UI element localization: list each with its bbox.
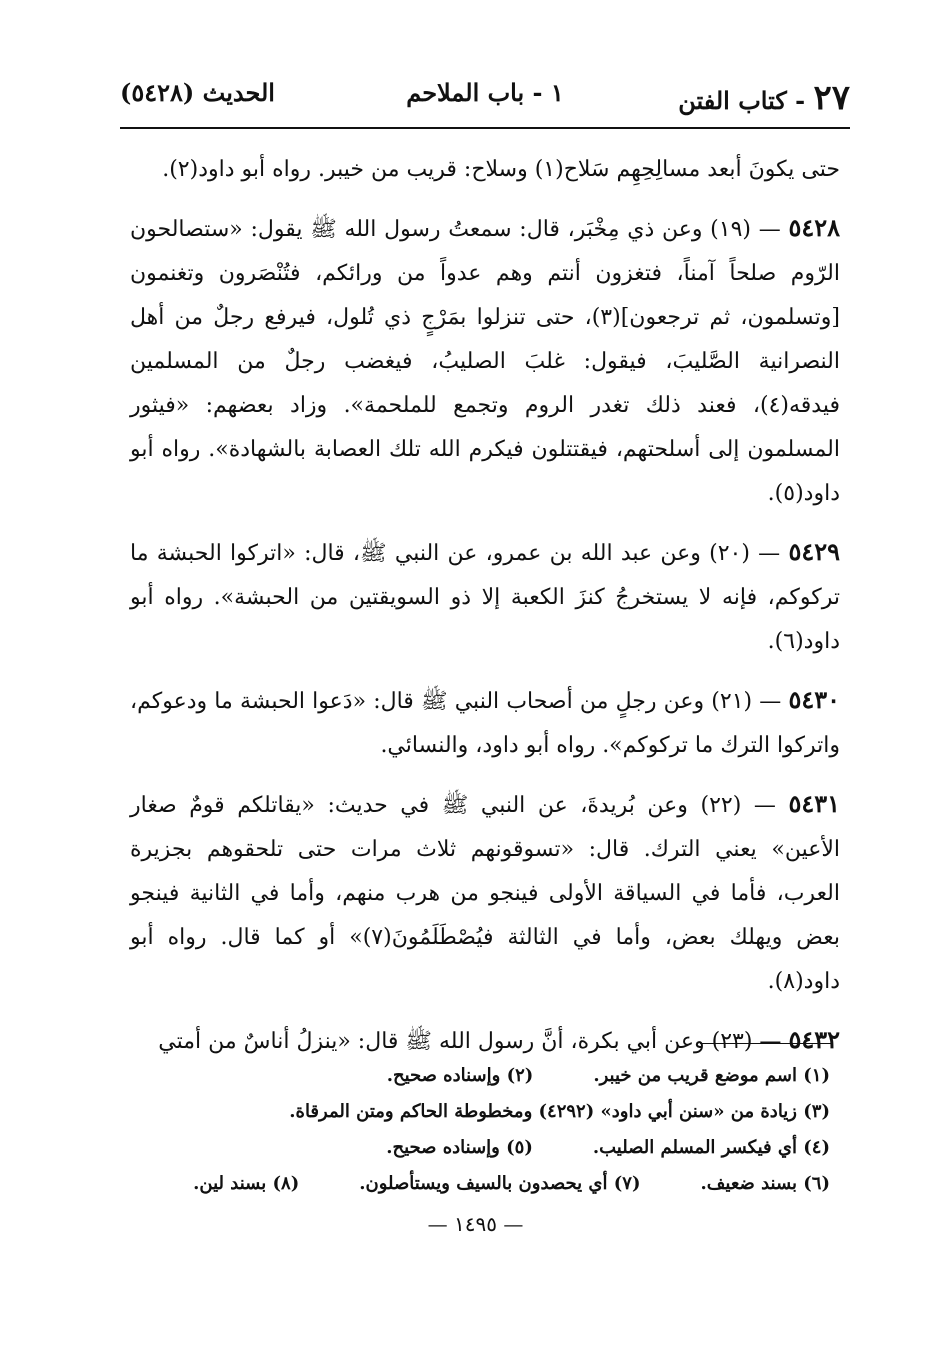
paragraph-text: — (٢٢) وعن بُريدةَ، عن النبي ﷺ في حديث: «يقاتلكم قومٌ صغار الأعين» يعني الترك. قال: «تسوقونهم ثلاث مرات حتى تلحقوهم بجزيرة العرب، فأما في السياقة الأولى فينجو من هرب منهم، وأما في الثانية فينجو بعض ويهلك بعض، وأما في الثالثة فيُصْطَلَمُونَ(٧)» أو كما قال. رواه أبو داود(٨). [130,793,840,994]
main-text [130,148,840,1078]
chapter-title: ١ - باب الملاحم [406,78,564,107]
hadith-5428 [130,206,840,516]
book-title: - كتاب الفتن [678,86,806,115]
footnote-rule [700,1043,832,1044]
paragraph-text: — (٢٣) وعن أبي بكرة، أنَّ رسول الله ﷺ قال: «ينزلُ أناسٌ من أمتي [158,1029,782,1054]
hadith-number: ٥٤٢٩ [788,537,840,566]
paragraph-text: — (٢١) وعن رجلٍ من أصحاب النبي ﷺ قال: «دَعوا الحبشة ما ودعوكم، واتركوا الترك ما تركوكم». رواه أبو داود، والنسائي. [130,689,840,758]
footnote: (٣) زيادة من «سنن أبي داود» (٤٢٩٢) ومخطوطة الحاكم ومتن المرقاة. [289,1101,830,1122]
hadith-5431 [130,782,840,1004]
hadith-number: ٥٤٣٢ [788,1025,840,1054]
footnote-line [130,1166,830,1202]
footnotes [130,1058,830,1202]
footnote: (٨) بسند لين. [193,1173,300,1194]
hadith-5430 [130,678,840,768]
paragraph-text: حتى يكونَ أبعد مسالِحِهِم سَلاح(١) وسلاح: قريب من خيبر. رواه أبو داود(٢). [162,157,840,182]
page-number: — ١٤٩٥ — [427,1212,524,1236]
hadith-number: ٥٤٢٨ [788,213,840,242]
hadith-number: ٥٤٣١ [788,789,841,818]
footnote: (٢) وإسناده صحيح. [386,1065,534,1086]
running-header [120,78,850,118]
paragraph-text: — (٢٠) وعن عبد الله بن عمرو، عن النبي ﷺ، قال: «اتركوا الحبشة ما تركوكم، فإنه لا يستخرجُ كنزَ الكعبة إلا ذو السويقتين من الحبشة». رواه أبو داود(٦). [130,541,840,654]
hadith-5429 [130,530,840,664]
footnote-line [130,1058,830,1094]
paragraph-text: — (١٩) وعن ذي مِخْبَر، قال: سمعتُ رسول الله ﷺ يقول: «ستصالحون الرّوم صلحاً آمناً، فتغزون أنتم وهم عدواً من ورائكم، فتُنْصَرون وتغنمون [وتسلمون، ثم ترجعون](٣)، حتى تنزلوا بمَرْجٍ ذي تُلول، فيرفع رجلٌ من أهل النصرانية الصَّليبَ، فيقول: غلبَ الصليبُ، فيغضب رجلٌ من المسلمين فيدقه(٤)، فعند ذلك تغدر الروم وتجمع للملحمة». وزاد بعضهم: «فيثور المسلمون إلى أسلحتهم، فيقتتلون فيكرم الله تلك العصابة بالشهادة». رواه أبو داود(٥). [130,217,840,506]
footnote: (٦) بسند ضعيف. [700,1173,830,1194]
footnote: (٥) وإسناده صحيح. [386,1137,533,1158]
footnote-line [130,1094,830,1130]
chapter-number: ٢٧ [813,78,850,118]
hadith-reference: الحديث (٥٤٢٨) [120,78,275,107]
footnote-line [130,1130,830,1166]
footnote: (٧) أي يحصدون بالسيف ويستأصلون. [359,1173,641,1194]
footnote: (٤) أي فيكسر المسلم الصليب. [592,1137,830,1158]
paragraph-continuation [130,148,840,192]
footnote: (١) اسم موضع قريب من خيبر. [593,1065,830,1086]
header-rule [120,127,850,129]
hadith-number: ٥٤٣٠ [788,685,840,714]
